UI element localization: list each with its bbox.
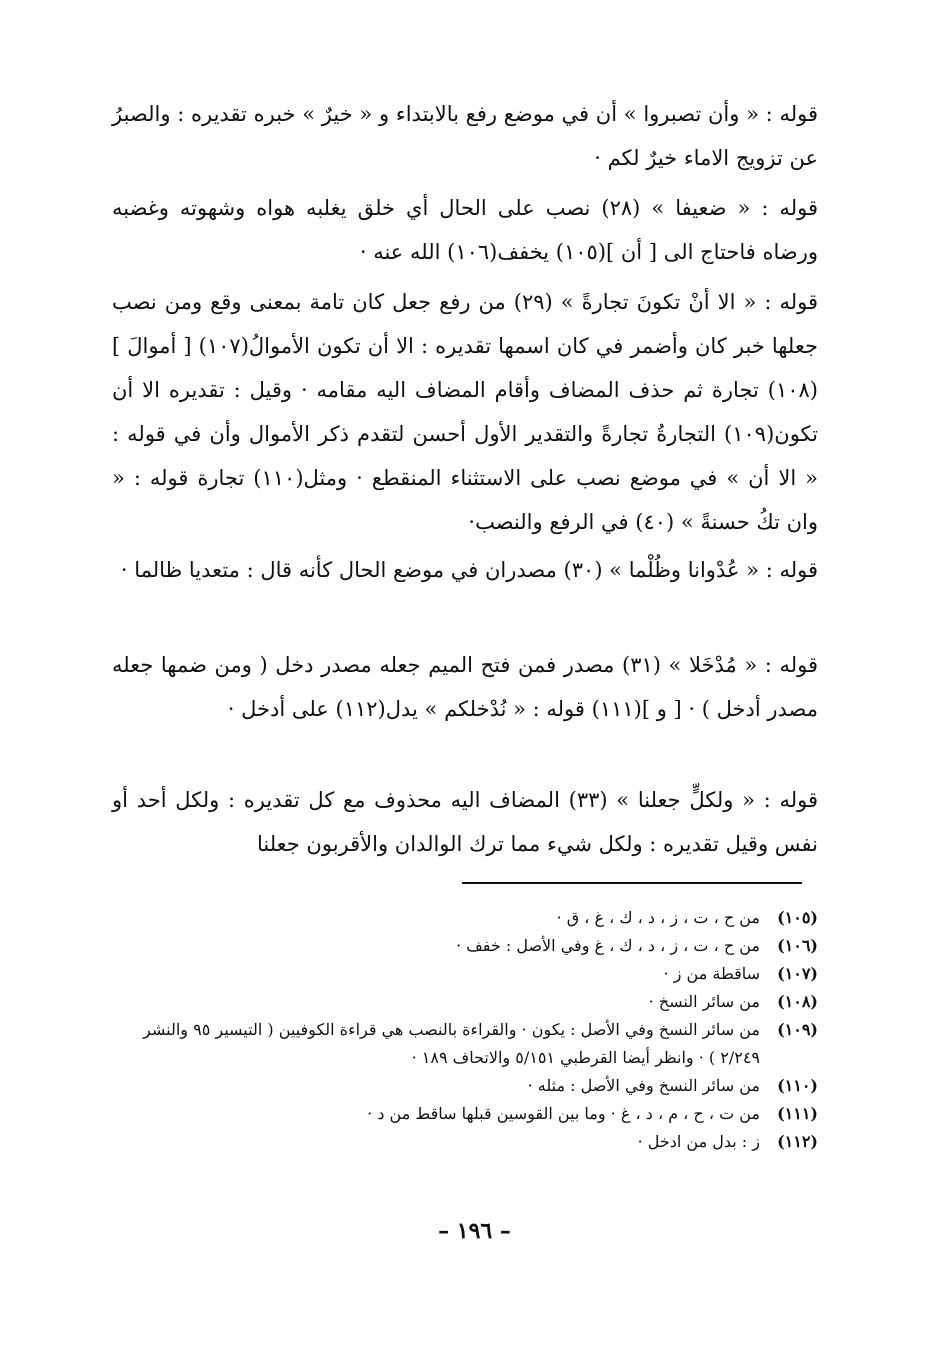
footnote-text: ز : بدل من ادخل · (637, 1132, 760, 1151)
footnote-number: (١١٢) (777, 1132, 818, 1151)
footnote-number: (١٠٨) (777, 992, 818, 1011)
footnote-number: (١٠٦) (777, 936, 818, 955)
footnote-text: من ح ، ت ، ز ، د ، ك ، غ ، ق · (556, 908, 760, 927)
footnote-110 (112, 1072, 818, 1100)
footnote-text: من سائر النسخ · (648, 992, 760, 1011)
footnote-number: (١١١) (777, 1104, 818, 1123)
paragraph-3: قوله : « الا أنْ تكونَ تجارةً » (٢٩) من رفع جعل كان تامة بمعنى وقع ومن نصب جعلها خبر كان وأضمر في كان اسمها تقديره : الا أن تكون الأموالُ(١٠٧) [ أموالَ ](١٠٨) تجارة ثم حذف المضاف وأقام المضاف اليه مقامه · وقيل : تقديره الا أن تكون(١٠٩) التجارةُ تجارةً والتقدير الأول أحسن لتقدم ذكر الأموال وأن في قوله : « الا أن » في موضع نصب على الاستثناء المنقطع · ومثل(١١٠) تجارة قوله : « وان تكُ حسنةً » (٤٠) في الرفع والنصب· (112, 290, 818, 534)
page-number: – ١٩٦ – (438, 1218, 511, 1244)
paragraph-5: قوله : « مُدْخَلا » (٣١) مصدر فمن فتح الميم جعله مصدر دخل ( ومن ضمها جعله مصدر أدخل ) · [ و ](١١١) قوله : « نُدْخلكم » يدل(١١٢) على أدخل · (112, 653, 818, 721)
paragraph-2: قوله : « ضعيفا » (٢٨) نصب على الحال أي خلق يغلبه هواه وشهوته وغضبه ورضاه فاحتاج الى [ أن ](١٠٥) يخفف(١٠٦) الله عنه · (112, 196, 818, 264)
footnote-105 (112, 904, 818, 932)
footnotes (112, 904, 818, 1156)
footnote-108 (112, 988, 818, 1016)
footnote-text: من ت ، ح ، م ، د ، غ · وما بين القوسين قبلها ساقط من د · (367, 1104, 760, 1123)
footnote-109 (112, 1016, 818, 1072)
footnote-112 (112, 1128, 818, 1156)
footnote-divider (462, 882, 802, 884)
footnote-text: من سائر النسخ وفي الأصل : مثله · (527, 1076, 760, 1095)
footnote-number: (١٠٥) (777, 908, 818, 927)
paragraph-4: قوله : « عُدْوانا وظُلْما » (٣٠) مصدران في موضع الحال كأنه قال : متعديا ظالما · (120, 558, 818, 582)
footnote-106 (112, 932, 818, 960)
footnote-number: (١١٠) (777, 1076, 818, 1095)
footnote-107 (112, 960, 818, 988)
paragraph-6: قوله : « ولكلٍّ جعلنا » (٣٣) المضاف اليه محذوف مع كل تقديره : ولكل أحد أو نفس وقيل تقديره : ولكل شيء مما ترك الوالدان والأقربون جعلنا (112, 788, 818, 856)
footnote-text: ساقطة من ز · (663, 964, 760, 983)
footnote-111 (112, 1100, 818, 1128)
paragraph-1: قوله : « وأن تصبروا » أن في موضع رفع بالابتداء و « خيرٌ » خبره تقديره : والصبرُ عن تزويج الاماء خيرٌ لكم · (112, 102, 818, 170)
footnote-number: (١٠٧) (777, 964, 818, 983)
footnote-text: من ح ، ت ، ز ، د ، ك ، غ وفي الأصل : خفف · (456, 936, 760, 955)
footnote-number: (١٠٩) (777, 1020, 818, 1039)
footnote-text: من سائر النسخ وفي الأصل : يكون · والقراءة بالنصب هي قراءة الكوفيين ( التيسير ٩٥ والنشر ٢/٢٤٩ ) · وانظر أيضا القرطبي ٥/١٥١ والاتحاف ١٨٩ · (143, 1020, 760, 1067)
